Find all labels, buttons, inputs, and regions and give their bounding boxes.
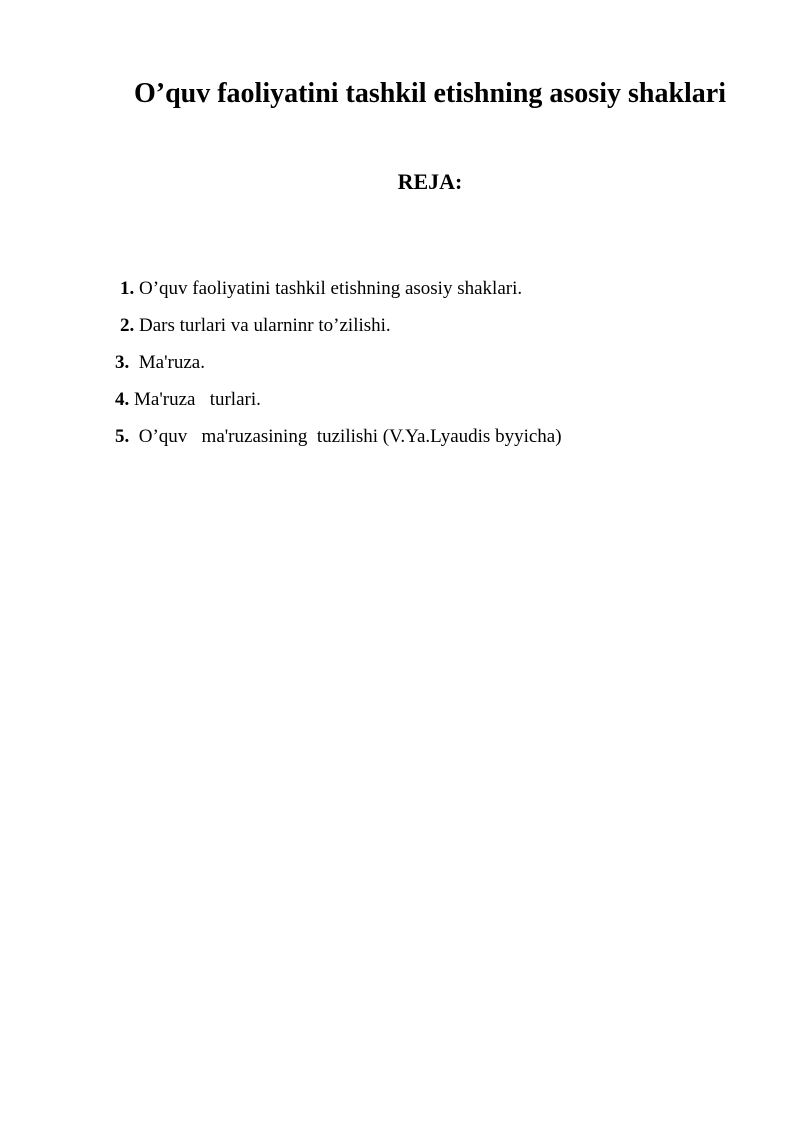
plan-heading: REJA: xyxy=(397,169,463,194)
plan-item xyxy=(115,424,562,450)
document-title: O’quv faoliyatini tashkil etishning asosiy shaklari xyxy=(133,78,727,109)
plan-item-text: O’quv faoliyatini tashkil etishning asosiy shaklari. xyxy=(134,278,523,299)
plan-item-number: 4. xyxy=(115,389,130,410)
plan-item-number: 5. xyxy=(115,426,130,447)
plan-item-text: Ma'ruza. xyxy=(129,352,205,373)
plan-item-text: Dars turlari va ularninr to’zilishi. xyxy=(134,315,391,336)
plan-item-text: Ma'ruza turlari. xyxy=(129,389,261,410)
plan-item-number: 2. xyxy=(120,315,135,336)
plan-item-number: 3. xyxy=(115,352,130,373)
plan-item xyxy=(120,276,522,302)
plan-item xyxy=(115,350,205,376)
plan-item-number: 1. xyxy=(120,278,135,299)
plan-item xyxy=(120,313,391,339)
plan-item-text: O’quv ma'ruzasining tuzilishi (V.Ya.Lyaudis byyicha) xyxy=(129,426,562,447)
plan-item xyxy=(115,387,261,413)
